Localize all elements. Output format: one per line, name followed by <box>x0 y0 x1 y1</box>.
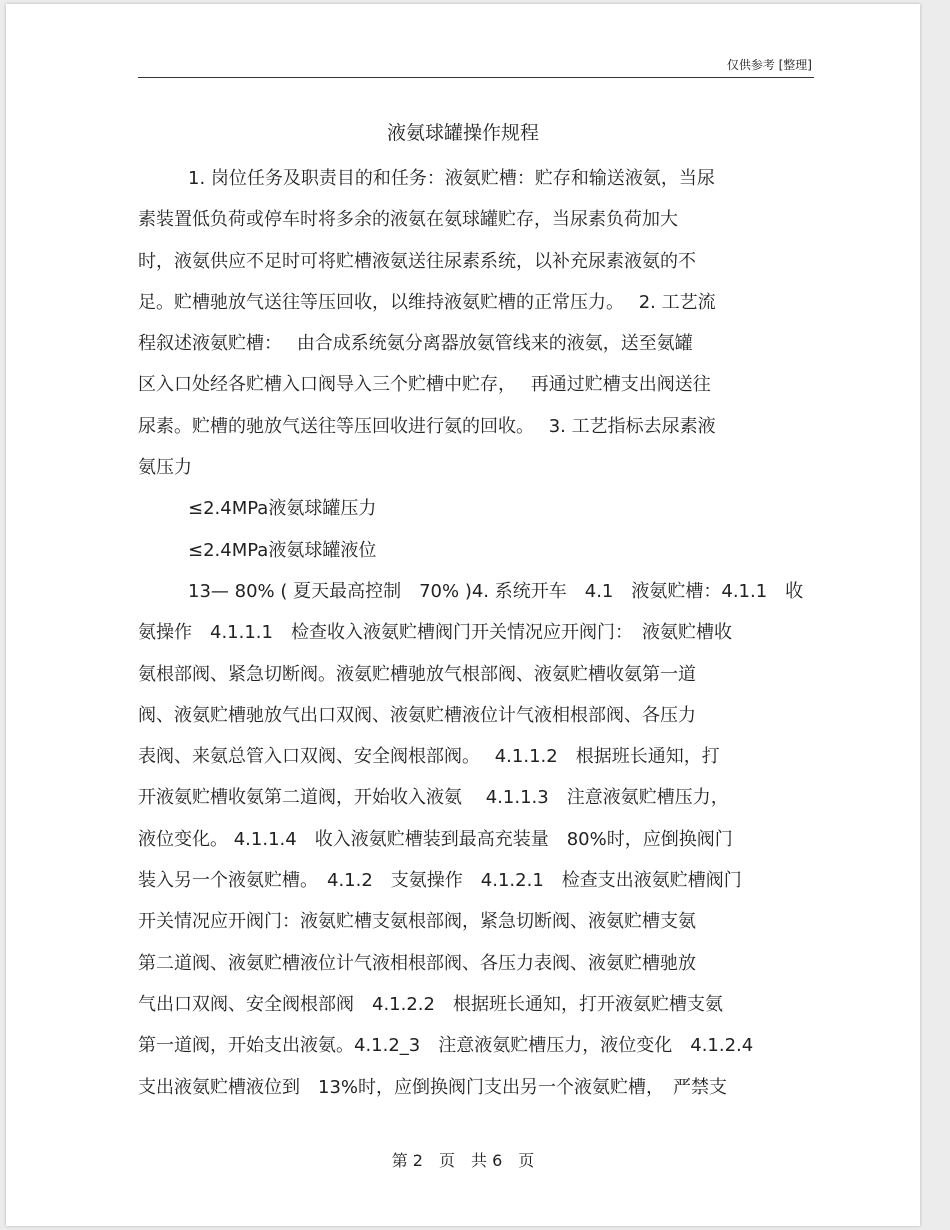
body-line: 阀、液氨贮槽驰放气出口双阀、液氨贮槽液位计气液相根部阀、各压力 <box>138 704 696 726</box>
body-line: 尿素。贮槽的驰放气送往等压回收进行氨的回收。 3. 工艺指标去尿素液 <box>138 415 716 437</box>
body-line: 1. 岗位任务及职责目的和任务：液氨贮槽：贮存和输送液氨，当尿 <box>188 168 715 189</box>
body-line: 足。贮槽驰放气送往等压回收，以维持液氨贮槽的正常压力。 2. 工艺流 <box>138 291 716 313</box>
body-line: ≤2.4MPa液氨球罐液位 <box>188 539 377 561</box>
body-line: 第一道阀，开始支出液氨。4.1.2_3 注意液氨贮槽压力，液位变化 4.1.2.4 <box>138 1035 754 1057</box>
page-number: 第 2 页 共 6 页 <box>391 1151 535 1170</box>
body-line: 区入口处经各贮槽入口阀导入三个贮槽中贮存， 再通过贮槽支出阀送往 <box>138 374 711 396</box>
body-line: ≤2.4MPa液氨球罐压力 <box>188 498 377 520</box>
body-line: 表阀、来氨总管入口双阀、安全阀根部阀。 4.1.1.2 根据班长通知，打 <box>138 746 720 768</box>
body-text <box>138 158 838 1108</box>
body-line: 开关情况应开阀门：液氨贮槽支氨根部阀，紧急切断阀、液氨贮槽支氨 <box>138 911 696 933</box>
body-line: 开液氨贮槽收氨第二道阀，开始收入液氨 4.1.1.3 注意液氨贮槽压力， <box>138 787 729 809</box>
body-line: 气出口双阀、安全阀根部阀 4.1.2.2 根据班长通知，打开液氨贮槽支氨 <box>138 993 723 1015</box>
header-rule <box>138 77 814 78</box>
header-note: 仅供参考 [整理] <box>726 58 812 72</box>
body-line: 氨压力 <box>138 457 192 479</box>
document-title: 液氨球罐操作规程 <box>386 122 539 144</box>
body-line: 液位变化。 4.1.1.4 收入液氨贮槽装到最高充装量 80%时，应倒换阀门 <box>138 828 733 850</box>
body-line: 13— 80% ( 夏天最高控制 70% )4. 系统开车 4.1 液氨贮槽：4.1.1 收 <box>188 580 804 602</box>
body-line: 氨根部阀、紧急切断阀。液氨贮槽驰放气根部阀、液氨贮槽收氨第一道 <box>138 663 696 685</box>
body-line: 程叙述液氨贮槽： 由合成系统氨分离器放氨管线来的液氨，送至氨罐 <box>138 333 693 355</box>
body-line: 支出液氨贮槽液位到 13%时，应倒换阀门支出另一个液氨贮槽， 严禁支 <box>138 1076 728 1098</box>
document-page <box>6 4 920 1226</box>
body-line: 素装置低负荷或停车时将多余的液氨在氨球罐贮存，当尿素负荷加大 <box>138 209 678 231</box>
body-line: 第二道阀、液氨贮槽液位计气液相根部阀、各压力表阀、液氨贮槽驰放 <box>138 952 696 974</box>
body-line: 氨操作 4.1.1.1 检查收入液氨贮槽阀门开关情况应开阀门： 液氨贮槽收 <box>138 622 732 644</box>
body-line: 装入另一个液氨贮槽。 4.1.2 支氨操作 4.1.2.1 检查支出液氨贮槽阀门 <box>138 870 742 892</box>
body-line: 时，液氨供应不足时可将贮槽液氨送往尿素系统，以补充尿素液氨的不 <box>138 250 696 272</box>
